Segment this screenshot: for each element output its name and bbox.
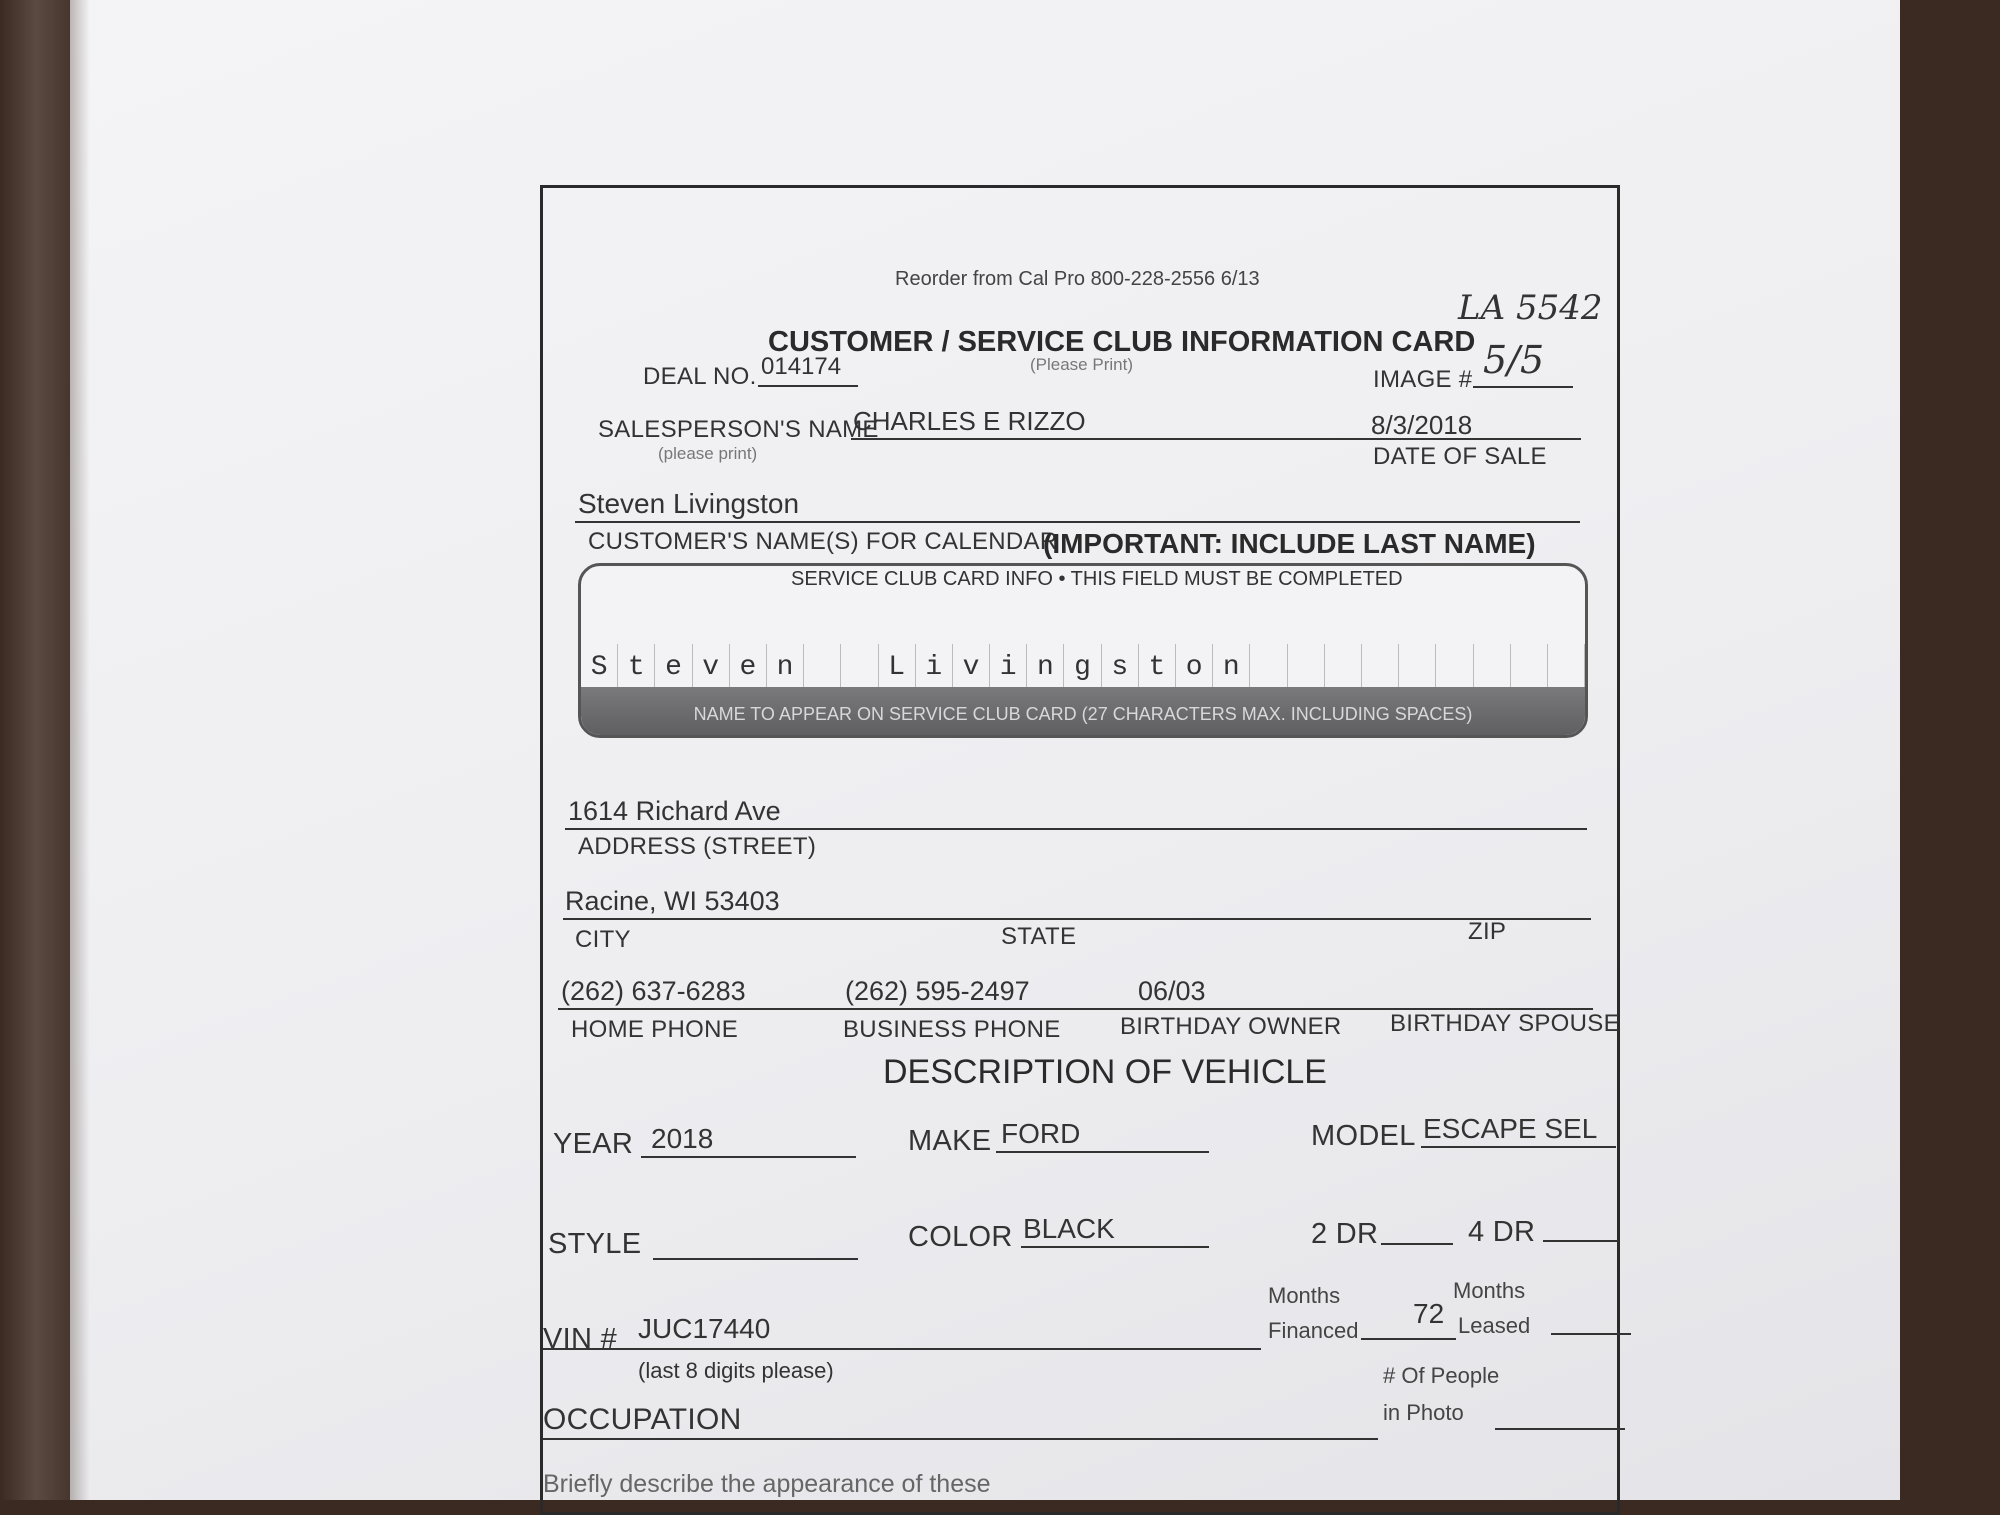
important-note: (IMPORTANT: INCLUDE LAST NAME): [1043, 528, 1536, 559]
model-line: [1421, 1146, 1616, 1148]
char-cell: n: [1213, 644, 1250, 692]
four-door-line: [1543, 1240, 1618, 1242]
char-cell: S: [581, 644, 618, 692]
street-label: ADDRESS (STREET): [578, 833, 817, 860]
two-door-line: [1381, 1243, 1453, 1245]
char-cell: [1362, 644, 1399, 692]
color-value: BLACK: [1023, 1213, 1115, 1244]
year-value: 2018: [651, 1123, 714, 1154]
people-in-photo-line: [1495, 1428, 1625, 1430]
vin-label: VIN #: [543, 1323, 618, 1355]
image-line: [1473, 386, 1573, 388]
customer-name-line: [575, 521, 1580, 523]
street-line: [565, 828, 1587, 830]
financed-line: [1361, 1338, 1456, 1340]
model-value: ESCAPE SEL: [1423, 1113, 1598, 1144]
state-label: STATE: [1001, 923, 1077, 950]
business-phone-value: (262) 595-2497: [845, 976, 1030, 1006]
city-line: [563, 918, 1591, 920]
city-value: Racine, WI 53403: [565, 886, 780, 916]
image-value: 5/5: [1483, 338, 1545, 382]
char-cell: e: [730, 644, 767, 692]
leased-line: [1551, 1333, 1631, 1335]
deal-no-value: 014174: [761, 353, 842, 380]
char-cell: [1511, 644, 1548, 692]
paper-edge-shadow: [0, 0, 90, 1500]
char-cell: t: [618, 644, 655, 692]
birthday-spouse-label: BIRTHDAY SPOUSE: [1390, 1010, 1620, 1037]
service-club-cells: [581, 644, 1585, 692]
service-club-title: SERVICE CLUB CARD INFO • THIS FIELD MUST BE COMPLETED: [791, 568, 1403, 590]
color-label: COLOR: [908, 1221, 1013, 1253]
occupation-line: [543, 1438, 1378, 1440]
date-of-sale-value: 8/3/2018: [1371, 410, 1473, 440]
service-club-box: [578, 563, 1588, 738]
salesperson-sub: (please print): [658, 444, 758, 463]
char-cell: [1474, 644, 1511, 692]
months-leased-top: Months: [1453, 1278, 1526, 1303]
char-cell: [1548, 644, 1585, 692]
vin-line: [543, 1348, 1261, 1350]
make-value: FORD: [1001, 1118, 1081, 1149]
char-cell: n: [767, 644, 804, 692]
service-club-band-text: NAME TO APPEAR ON SERVICE CLUB CARD (27 CHARACTERS MAX. INCLUDING SPACES): [693, 704, 1473, 724]
four-door-label: 4 DR: [1468, 1216, 1536, 1248]
street-value: 1614 Richard Ave: [568, 796, 781, 826]
financed-value: 72: [1413, 1298, 1445, 1329]
char-cell: i: [990, 644, 1027, 692]
home-phone-label: HOME PHONE: [571, 1016, 739, 1043]
char-cell: [1288, 644, 1325, 692]
customer-name-label: CUSTOMER'S NAME(S) FOR CALENDAR: [588, 528, 1058, 555]
char-cell: t: [1139, 644, 1176, 692]
people-in-photo-top: # Of People: [1383, 1363, 1500, 1388]
vehicle-heading: DESCRIPTION OF VEHICLE: [883, 1053, 1327, 1091]
handwritten-code: LA 5542: [1458, 288, 1603, 328]
year-label: YEAR: [553, 1128, 634, 1160]
card-title: CUSTOMER / SERVICE CLUB INFORMATION CARD: [768, 326, 1476, 358]
char-cell: s: [1102, 644, 1139, 692]
style-line: [653, 1258, 858, 1260]
service-club-band: [581, 687, 1585, 735]
reorder-info: Reorder from Cal Pro 800-228-2556 6/13: [895, 268, 1260, 290]
image-label: IMAGE #: [1373, 366, 1473, 393]
paper-sheet: [70, 0, 1900, 1500]
home-phone-value: (262) 637-6283: [561, 976, 746, 1006]
char-cell: v: [693, 644, 730, 692]
city-label: CITY: [575, 926, 631, 953]
salesperson-label: SALESPERSON'S NAME: [598, 416, 879, 443]
char-cell: n: [1027, 644, 1064, 692]
char-cell: v: [953, 644, 990, 692]
customer-name-value: Steven Livingston: [578, 488, 800, 519]
char-cell: o: [1176, 644, 1213, 692]
char-cell: g: [1064, 644, 1101, 692]
business-phone-label: BUSINESS PHONE: [843, 1016, 1061, 1043]
char-cell: L: [879, 644, 916, 692]
char-cell: [804, 644, 841, 692]
salesperson-value: CHARLES E RIZZO: [853, 406, 1086, 436]
please-print-note: (Please Print): [1030, 355, 1133, 374]
year-line: [641, 1156, 856, 1158]
model-label: MODEL: [1311, 1120, 1416, 1152]
char-cell: [1325, 644, 1362, 692]
vin-note: (last 8 digits please): [638, 1358, 834, 1383]
char-cell: e: [655, 644, 692, 692]
birthday-owner-value: 06/03: [1138, 976, 1206, 1006]
zip-label: ZIP: [1468, 918, 1507, 945]
birthday-owner-label: BIRTHDAY OWNER: [1120, 1013, 1342, 1040]
vin-value: JUC17440: [638, 1313, 771, 1344]
style-label: STYLE: [548, 1228, 642, 1260]
date-of-sale-label: DATE OF SALE: [1373, 443, 1547, 470]
occupation-label: OCCUPATION: [543, 1403, 742, 1436]
financed-label: Financed: [1268, 1318, 1359, 1343]
char-cell: [1399, 644, 1436, 692]
months-financed-top: Months: [1268, 1283, 1341, 1308]
char-cell: i: [916, 644, 953, 692]
make-line: [996, 1151, 1209, 1153]
people-in-photo-bottom: in Photo: [1383, 1400, 1464, 1425]
information-card: [540, 185, 1620, 1515]
leased-label: Leased: [1458, 1313, 1531, 1338]
char-cell: [1436, 644, 1473, 692]
deal-no-label: DEAL NO.: [643, 363, 757, 390]
two-door-label: 2 DR: [1311, 1218, 1379, 1250]
color-line: [1021, 1246, 1209, 1248]
char-cell: [1250, 644, 1287, 692]
make-label: MAKE: [908, 1125, 992, 1157]
deal-no-line: [758, 385, 858, 387]
char-cell: [841, 644, 878, 692]
describe-appearance-text: Briefly describe the appearance of these: [543, 1470, 991, 1498]
